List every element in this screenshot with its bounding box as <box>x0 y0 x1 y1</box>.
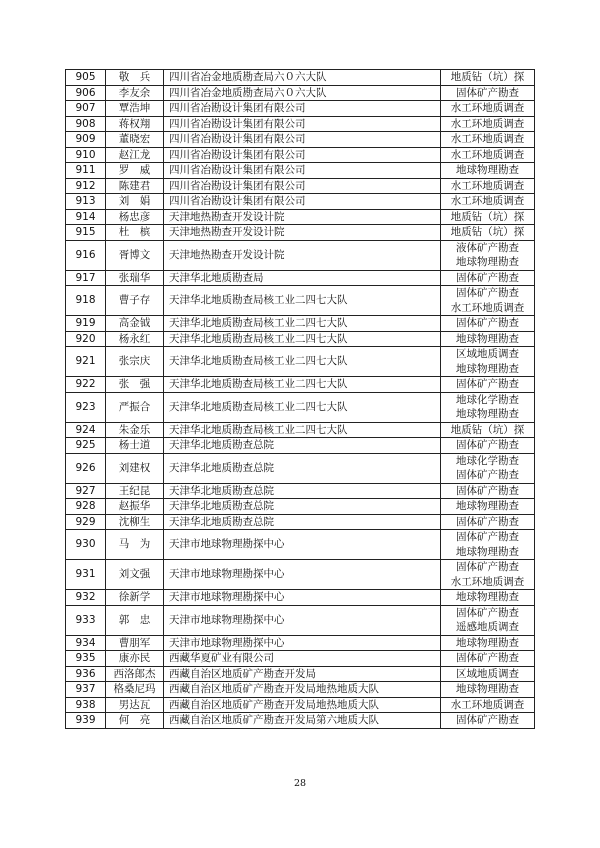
specialty-cell <box>441 682 535 698</box>
specialty: 地球物理勘查 <box>456 332 519 345</box>
person-name: 赵江龙 <box>106 147 164 163</box>
specialty: 固体矿产勘查 <box>456 469 519 481</box>
person-name: 马 为 <box>106 530 164 560</box>
specialty: 区域地质调查 <box>456 348 519 360</box>
person-name: 陈建君 <box>106 178 164 194</box>
person-name: 刘文强 <box>106 560 164 590</box>
specialty-cell <box>441 101 535 117</box>
specialty-cell <box>441 240 535 270</box>
work-unit: 天津华北地质勘查局核工业二四七大队 <box>164 316 441 332</box>
personnel-table-body <box>66 70 535 729</box>
person-name: 朱金乐 <box>106 422 164 438</box>
work-unit: 四川省冶勘设计集团有限公司 <box>164 163 441 179</box>
work-unit: 天津华北地质勘查局核工业二四七大队 <box>164 331 441 347</box>
row-number: 934 <box>66 635 106 651</box>
table-row <box>66 270 535 286</box>
specialty: 固体矿产勘查 <box>456 652 519 664</box>
specialty: 水工环地质调查 <box>450 133 525 145</box>
specialty: 水工环地质调查 <box>450 179 525 192</box>
person-name: 西洛郎杰 <box>106 666 164 682</box>
work-unit: 天津华北地质勘查局核工业二四七大队 <box>164 422 441 438</box>
specialty: 固体矿产勘查 <box>456 484 519 497</box>
table-row <box>66 499 535 515</box>
table-row <box>66 347 535 377</box>
person-name: 杨士道 <box>106 438 164 454</box>
specialty-cell <box>441 499 535 515</box>
specialty-cell <box>441 438 535 454</box>
work-unit: 西藏自治区地质矿产勘查开发局 <box>164 666 441 682</box>
row-number: 919 <box>66 316 106 332</box>
specialty: 固体矿产勘查 <box>456 271 519 284</box>
person-name: 杜 槟 <box>106 225 164 241</box>
specialty: 固体矿产勘查 <box>456 439 519 451</box>
row-number: 922 <box>66 377 106 393</box>
row-number: 925 <box>66 438 106 454</box>
person-name: 杨忠彦 <box>106 209 164 225</box>
specialty-cell <box>441 178 535 194</box>
specialty-cell <box>441 422 535 438</box>
person-name: 杨永红 <box>106 331 164 347</box>
page-number: 28 <box>293 778 307 789</box>
specialty-cell <box>441 560 535 590</box>
work-unit: 天津华北地质勘查局核工业二四七大队 <box>164 347 441 377</box>
specialty: 地球物理勘查 <box>456 545 519 558</box>
person-name: 胥博文 <box>106 240 164 270</box>
person-name: 赵振华 <box>106 499 164 515</box>
work-unit: 四川省冶勘设计集团有限公司 <box>164 194 441 210</box>
specialty: 水工环地质调查 <box>450 575 525 588</box>
table-row <box>66 286 535 316</box>
work-unit: 四川省冶勘设计集团有限公司 <box>164 132 441 148</box>
work-unit: 天津地热勘查开发设计院 <box>164 240 441 270</box>
specialty: 固体矿产勘查 <box>456 515 519 528</box>
table-row <box>66 635 535 651</box>
work-unit: 天津地热勘查开发设计院 <box>164 225 441 241</box>
row-number: 938 <box>66 697 106 713</box>
table-row <box>66 605 535 635</box>
specialty: 水工环地质调查 <box>450 117 525 130</box>
specialty: 地球物理勘查 <box>456 636 519 649</box>
table-row <box>66 132 535 148</box>
table-row <box>66 514 535 530</box>
work-unit: 四川省冶勘设计集团有限公司 <box>164 178 441 194</box>
specialty: 区域地质调查 <box>456 667 519 680</box>
table-row <box>66 590 535 606</box>
specialty-cell <box>441 286 535 316</box>
specialty-cell <box>441 530 535 560</box>
person-name: 郭 忠 <box>106 605 164 635</box>
table-row <box>66 713 535 729</box>
work-unit: 天津华北地质勘查局核工业二四七大队 <box>164 286 441 316</box>
table-row <box>66 392 535 422</box>
row-number: 918 <box>66 286 106 316</box>
work-unit: 天津市地球物理勘探中心 <box>164 590 441 606</box>
row-number: 921 <box>66 347 106 377</box>
specialty: 遥感地质调查 <box>456 621 519 633</box>
specialty-cell <box>441 132 535 148</box>
specialty: 地球化学勘查 <box>456 393 519 406</box>
specialty-cell <box>441 116 535 132</box>
row-number: 931 <box>66 560 106 590</box>
person-name: 徐新学 <box>106 590 164 606</box>
work-unit: 天津华北地质勘查总院 <box>164 453 441 483</box>
table-row <box>66 697 535 713</box>
specialty-cell <box>441 70 535 86</box>
work-unit: 西藏自治区地质矿产勘查开发局第六地质大队 <box>164 713 441 729</box>
row-number: 927 <box>66 483 106 499</box>
work-unit: 天津市地球物理勘探中心 <box>164 635 441 651</box>
specialty-cell <box>441 316 535 332</box>
row-number: 908 <box>66 116 106 132</box>
table-row <box>66 377 535 393</box>
specialty-cell <box>441 209 535 225</box>
specialty-cell <box>441 713 535 729</box>
specialty: 地质钻（坑）探 <box>450 71 525 83</box>
table-row <box>66 85 535 101</box>
table-row <box>66 438 535 454</box>
row-number: 924 <box>66 422 106 438</box>
table-row <box>66 101 535 117</box>
work-unit: 四川省冶勘设计集团有限公司 <box>164 101 441 117</box>
row-number: 910 <box>66 147 106 163</box>
person-name: 蒋权翔 <box>106 116 164 132</box>
specialty: 地球物理勘查 <box>456 164 519 176</box>
specialty-cell <box>441 651 535 667</box>
person-name: 男达瓦 <box>106 697 164 713</box>
personnel-table <box>65 69 535 729</box>
row-number: 912 <box>66 178 106 194</box>
person-name: 李友余 <box>106 85 164 101</box>
row-number: 937 <box>66 682 106 698</box>
specialty: 固体矿产勘查 <box>456 378 519 390</box>
table-row <box>66 116 535 132</box>
work-unit: 西藏华夏矿业有限公司 <box>164 651 441 667</box>
table-row <box>66 70 535 86</box>
table-row <box>66 194 535 210</box>
work-unit: 四川省冶勘设计集团有限公司 <box>164 147 441 163</box>
row-number: 916 <box>66 240 106 270</box>
specialty: 水工环地质调查 <box>450 102 525 114</box>
person-name: 罗 威 <box>106 163 164 179</box>
specialty: 地球物理勘查 <box>456 591 519 603</box>
specialty-cell <box>441 194 535 210</box>
specialty-cell <box>441 590 535 606</box>
row-number: 933 <box>66 605 106 635</box>
row-number: 909 <box>66 132 106 148</box>
row-number: 929 <box>66 514 106 530</box>
work-unit: 四川省冶金地质勘查局六０六大队 <box>164 85 441 101</box>
row-number: 923 <box>66 392 106 422</box>
person-name: 敬 兵 <box>106 70 164 86</box>
specialty: 地球物理勘查 <box>456 362 519 375</box>
person-name: 张 强 <box>106 377 164 393</box>
table-row <box>66 163 535 179</box>
person-name: 高金钺 <box>106 316 164 332</box>
specialty-cell <box>441 147 535 163</box>
specialty-cell <box>441 453 535 483</box>
work-unit: 天津华北地质勘查总院 <box>164 514 441 530</box>
person-name: 刘 娟 <box>106 194 164 210</box>
person-name: 刘建权 <box>106 453 164 483</box>
table-row <box>66 209 535 225</box>
row-number: 926 <box>66 453 106 483</box>
work-unit: 四川省冶勘设计集团有限公司 <box>164 116 441 132</box>
table-row <box>66 560 535 590</box>
specialty-cell <box>441 270 535 286</box>
specialty: 地质钻（坑）探 <box>450 226 525 238</box>
work-unit: 天津市地球物理勘探中心 <box>164 530 441 560</box>
work-unit: 西藏自治区地质矿产勘查开发局地热地质大队 <box>164 682 441 698</box>
work-unit: 天津华北地质勘查局核工业二四七大队 <box>164 377 441 393</box>
specialty-cell <box>441 392 535 422</box>
specialty-cell <box>441 697 535 713</box>
specialty: 液体矿产勘查 <box>456 241 519 254</box>
work-unit: 四川省冶金地质勘查局六０六大队 <box>164 70 441 86</box>
specialty: 固体矿产勘查 <box>456 561 519 573</box>
work-unit: 天津华北地质勘查总院 <box>164 483 441 499</box>
table-row <box>66 240 535 270</box>
specialty-cell <box>441 605 535 635</box>
work-unit: 天津地热勘查开发设计院 <box>164 209 441 225</box>
row-number: 939 <box>66 713 106 729</box>
specialty: 地球物理勘查 <box>456 408 519 420</box>
row-number: 920 <box>66 331 106 347</box>
specialty: 地球物理勘查 <box>456 683 519 695</box>
person-name: 张瑞华 <box>106 270 164 286</box>
person-name: 曹朋军 <box>106 635 164 651</box>
specialty: 固体矿产勘查 <box>456 606 519 619</box>
row-number: 913 <box>66 194 106 210</box>
person-name: 王纪昆 <box>106 483 164 499</box>
work-unit: 天津市地球物理勘探中心 <box>164 560 441 590</box>
person-name: 董晓宏 <box>106 132 164 148</box>
row-number: 935 <box>66 651 106 667</box>
specialty-cell <box>441 347 535 377</box>
specialty: 水工环地质调查 <box>450 195 525 207</box>
row-number: 928 <box>66 499 106 515</box>
specialty-cell <box>441 666 535 682</box>
row-number: 906 <box>66 85 106 101</box>
row-number: 917 <box>66 270 106 286</box>
row-number: 911 <box>66 163 106 179</box>
person-name: 覃浩坤 <box>106 101 164 117</box>
table-row <box>66 453 535 483</box>
work-unit: 天津华北地质勘查总院 <box>164 438 441 454</box>
row-number: 915 <box>66 225 106 241</box>
table-row <box>66 682 535 698</box>
specialty: 地质钻（坑）探 <box>450 423 525 436</box>
specialty: 地质钻（坑）探 <box>450 210 525 223</box>
person-name: 张宗庆 <box>106 347 164 377</box>
specialty: 地球物理勘查 <box>456 256 519 268</box>
table-row <box>66 331 535 347</box>
specialty: 水工环地质调查 <box>450 301 525 314</box>
specialty-cell <box>441 483 535 499</box>
person-name: 格桑尼玛 <box>106 682 164 698</box>
row-number: 932 <box>66 590 106 606</box>
work-unit: 天津华北地质勘查总院 <box>164 499 441 515</box>
table-row <box>66 178 535 194</box>
row-number: 905 <box>66 70 106 86</box>
specialty: 地球化学勘查 <box>456 454 519 467</box>
specialty-cell <box>441 635 535 651</box>
person-name: 何 亮 <box>106 713 164 729</box>
specialty: 地球物理勘查 <box>456 500 519 512</box>
row-number: 930 <box>66 530 106 560</box>
work-unit: 天津华北地质勘查局核工业二四七大队 <box>164 392 441 422</box>
specialty-cell <box>441 163 535 179</box>
specialty: 固体矿产勘查 <box>456 287 519 299</box>
specialty-cell <box>441 514 535 530</box>
row-number: 914 <box>66 209 106 225</box>
specialty: 水工环地质调查 <box>450 148 525 161</box>
person-name: 曹子存 <box>106 286 164 316</box>
person-name: 康亦民 <box>106 651 164 667</box>
specialty: 固体矿产勘查 <box>456 714 519 726</box>
table-row <box>66 651 535 667</box>
table-row <box>66 316 535 332</box>
specialty-cell <box>441 225 535 241</box>
table-row <box>66 530 535 560</box>
table-row <box>66 666 535 682</box>
specialty: 固体矿产勘查 <box>456 86 519 99</box>
specialty: 固体矿产勘查 <box>456 531 519 543</box>
specialty-cell <box>441 85 535 101</box>
table-row <box>66 422 535 438</box>
row-number: 907 <box>66 101 106 117</box>
table-row <box>66 483 535 499</box>
table-row <box>66 225 535 241</box>
specialty: 固体矿产勘查 <box>456 317 519 329</box>
specialty-cell <box>441 331 535 347</box>
specialty-cell <box>441 377 535 393</box>
work-unit: 天津市地球物理勘探中心 <box>164 605 441 635</box>
person-name: 严振合 <box>106 392 164 422</box>
person-name: 沈柳生 <box>106 514 164 530</box>
work-unit: 西藏自治区地质矿产勘查开发局地热地质大队 <box>164 697 441 713</box>
work-unit: 天津华北地质勘查局 <box>164 270 441 286</box>
specialty: 水工环地质调查 <box>450 698 525 711</box>
row-number: 936 <box>66 666 106 682</box>
table-row <box>66 147 535 163</box>
